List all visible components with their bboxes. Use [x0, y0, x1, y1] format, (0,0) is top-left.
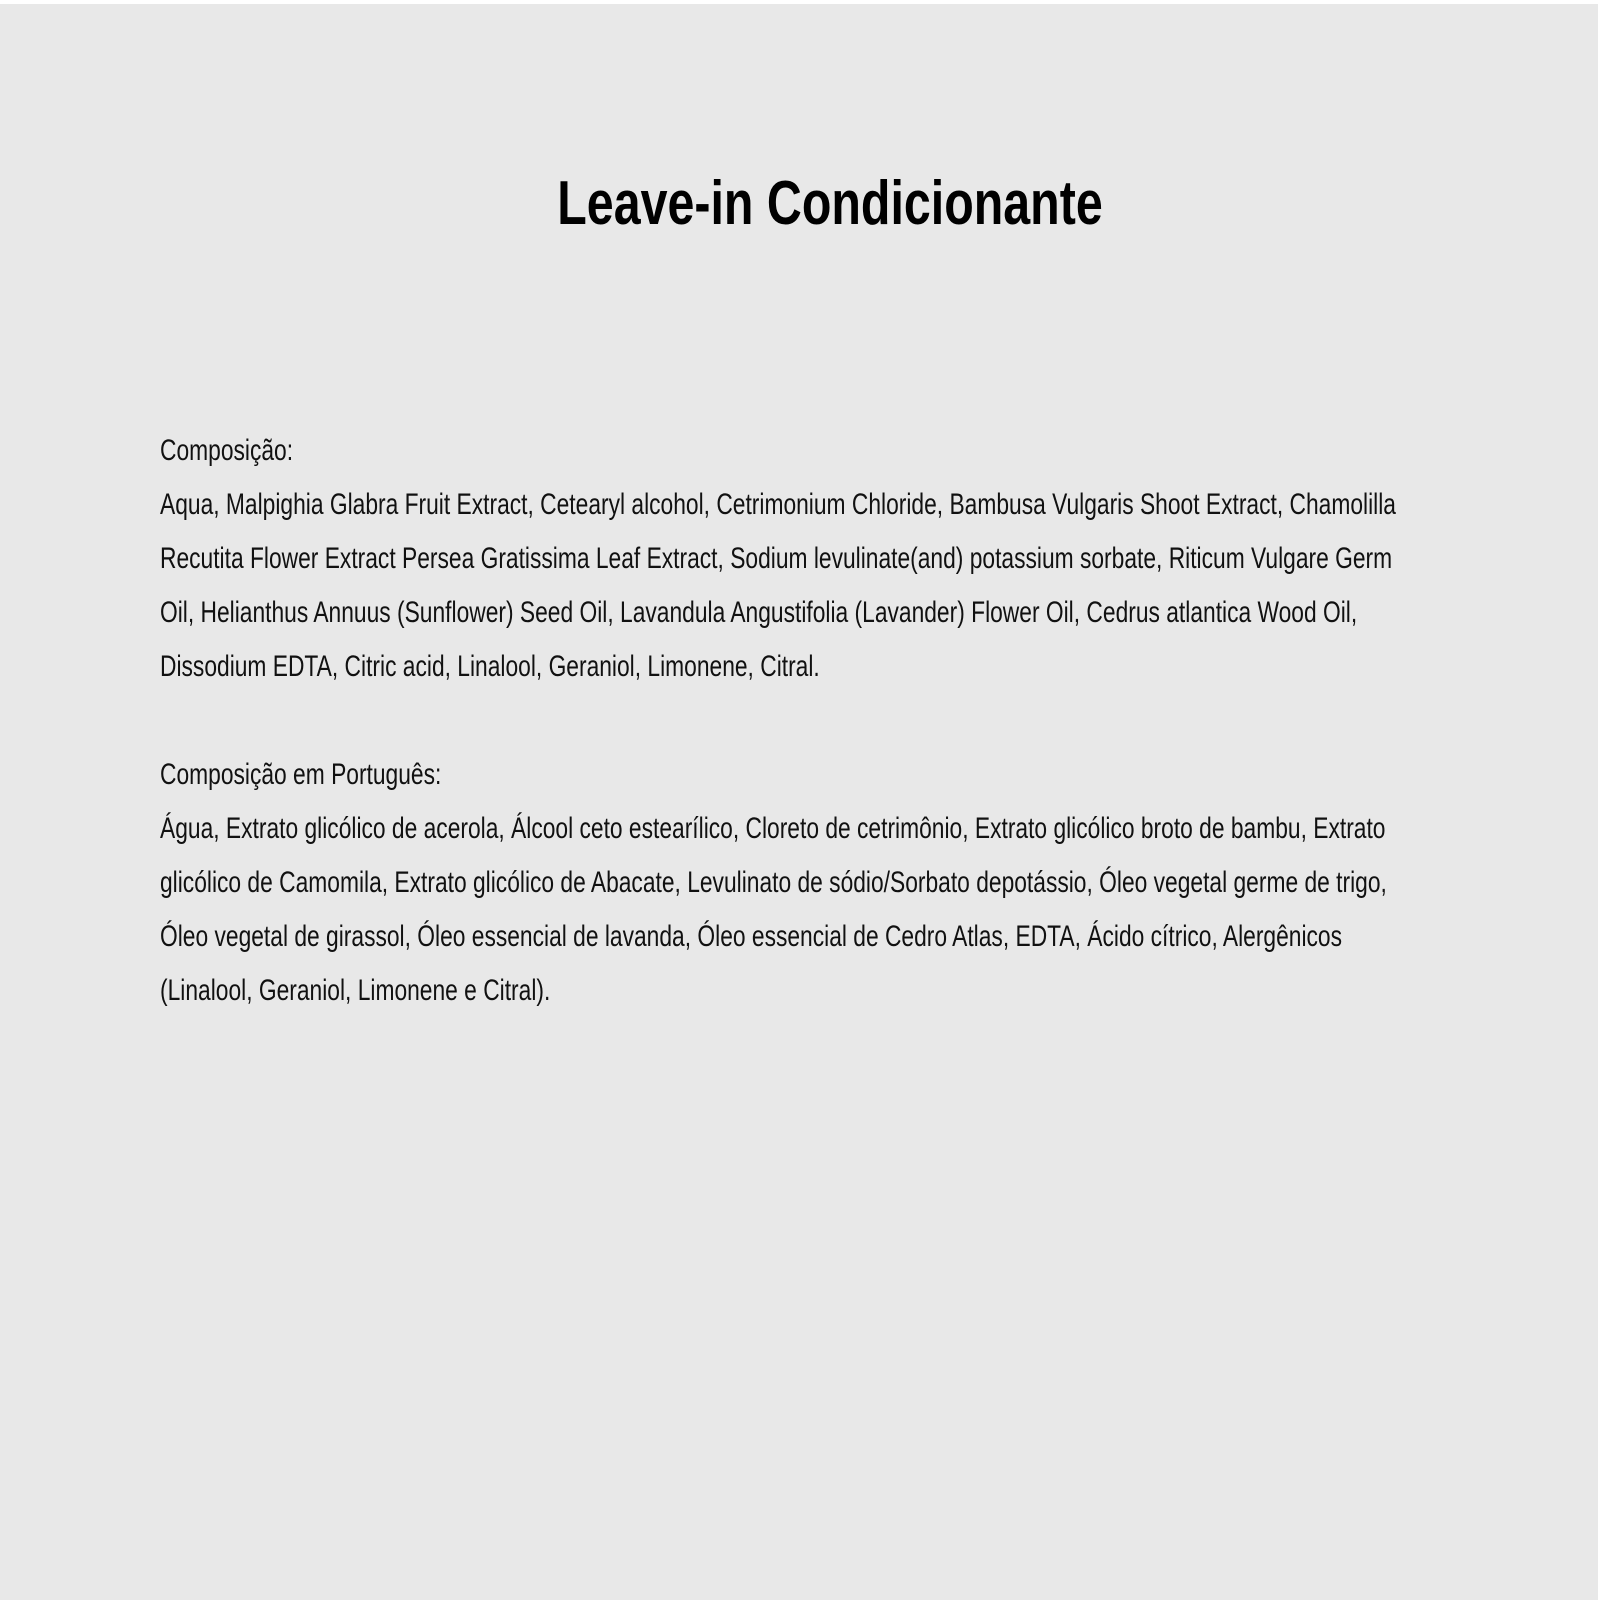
ingredient-list: Água, Extrato glicólico de acerola, Álcool ceto estearílico, Cloreto de cetrimônio, Extrato glicólico broto de bambu, Extrato glicólico de Camomila, Extrato glicólico de Abacate, Levulinato de sódio/Sorbato depotássio, Óleo vegetal germe de trigo, Óleo vegetal de girassol, Óleo essencial de lavanda, Óleo essencial de Cedro Atlas, EDTA, Ácido cítrico, Alergênicos (Linalool, Geraniol, Limonene e Citral). [160, 812, 1387, 1007]
composition-section-portuguese [160, 748, 1422, 1018]
ingredient-list: Aqua, Malpighia Glabra Fruit Extract, Cetearyl alcohol, Cetrimonium Chloride, Bambusa Vulgaris Shoot Extract, Chamolilla Recutita Flower Extract Persea Gratissima Leaf Extract, Sodium levulinate(and) potassium sorbate, Riticum Vulgare Germ Oil, Helianthus Annuus (Sunflower) Seed Oil, Lavandula Angustifolia (Lavander) Flower Oil, Cedrus atlantica Wood Oil, Dissodium EDTA, Citric acid, Linalool, Geraniol, Limonene, Citral. [160, 488, 1396, 683]
product-info-panel [0, 4, 1598, 1600]
section-label: Composição: [160, 434, 294, 467]
composition-content [160, 424, 1422, 1018]
composition-section-english [160, 424, 1422, 694]
product-title: Leave-in Condicionante [557, 169, 1103, 238]
section-label: Composição em Português: [160, 758, 442, 791]
